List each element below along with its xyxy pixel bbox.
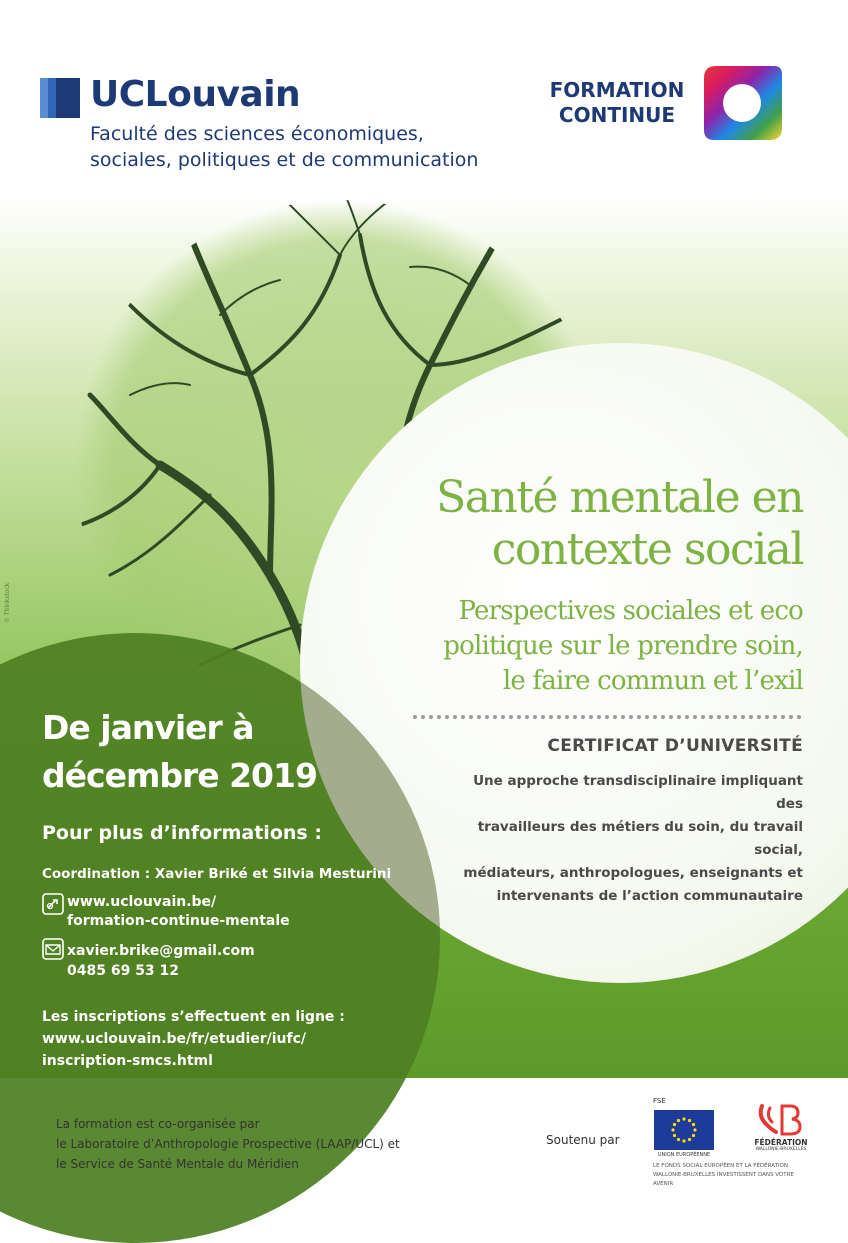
website-line-1[interactable]: www.uclouvain.be/: [67, 894, 217, 910]
subtitle-line-2: politique sur le prendre soin,: [443, 631, 803, 661]
photo-credit: [4, 505, 14, 625]
title-line-1: Santé mentale en: [436, 472, 803, 523]
coordination-text: Coordination : Xavier Briké et Silvia Mesturini: [42, 866, 392, 882]
registration-link-line-2[interactable]: inscription-smcs.html: [42, 1053, 213, 1069]
subtitle: [343, 594, 803, 699]
description-line-3: médiateurs, anthropologues, enseignants et: [463, 865, 803, 881]
supported-by-label: Soutenu par: [546, 1133, 620, 1147]
dates-line-1: De janvier à: [42, 708, 254, 747]
funding-statement: [653, 1162, 813, 1189]
formation-line-1: FORMATION: [549, 78, 685, 102]
eu-flag-icon: [654, 1110, 714, 1150]
website-link[interactable]: [67, 893, 290, 931]
registration-link-line-1[interactable]: www.uclouvain.be/fr/etudier/iufc/: [42, 1031, 307, 1047]
registration-line-1: Les inscriptions s’effectuent en ligne :: [42, 1009, 345, 1025]
eu-label: UNION EUROPÉENNE: [657, 1152, 711, 1158]
co-organizers-line-1: La formation est co-organisée par: [56, 1117, 260, 1131]
formation-continue-ring-logo: [702, 62, 784, 142]
email-link[interactable]: xavier.brike@gmail.com: [67, 943, 255, 959]
description-line-4: intervenants de l’action communautaire: [496, 888, 803, 904]
website-line-2[interactable]: formation-continue-mentale: [67, 913, 290, 929]
title-line-2: contexte social: [491, 524, 803, 575]
co-organizers-line-3: le Service de Santé Mentale du Méridien: [56, 1157, 299, 1171]
info-heading: Pour plus d’informations :: [42, 822, 322, 844]
fwb-title: FÉDÉRATION: [754, 1138, 808, 1147]
program-dates: [42, 704, 317, 800]
subtitle-line-3: le faire commun et l’exil: [502, 666, 803, 696]
faculty-line-1: Faculté des sciences économiques,: [90, 123, 424, 145]
fwb-subtitle: WALLONIE-BRUXELLES: [755, 1147, 807, 1152]
faculty-line-2: sociales, politiques et de communication: [90, 149, 479, 171]
certificat-heading: CERTIFICAT D’UNIVERSITÉ: [547, 736, 803, 756]
federation-wallonie-bruxelles-logo: [756, 1102, 804, 1136]
uclouvain-logo-text: UCLouvain: [90, 74, 301, 115]
description-line-1: Une approche transdisciplinaire impliquant des: [473, 773, 803, 812]
contact-details: [67, 941, 255, 981]
phone-number: 0485 69 53 12: [67, 963, 180, 979]
co-organizers-line-2: le Laboratoire d’Anthropologie Prospective (LAAP/UCL) et: [56, 1137, 400, 1151]
uclouvain-logo-mark: [40, 78, 80, 118]
faculty-name: [90, 121, 478, 173]
photo-credit-text: © Thinkstock: [4, 582, 11, 623]
formation-line-2: CONTINUE: [558, 103, 676, 127]
description-line-2: travailleurs des métiers du soin, du travail social,: [477, 819, 803, 858]
formation-continue-label: [540, 78, 694, 128]
web-link-icon: [42, 893, 64, 915]
co-organizers: [56, 1114, 400, 1174]
dates-line-2: décembre 2019: [42, 756, 317, 795]
funding-line-1: LE FONDS SOCIAL EUROPÉEN ET LA FÉDÉRATION: [653, 1163, 788, 1169]
registration-info: [42, 1006, 345, 1072]
mail-icon: [42, 938, 64, 960]
main-title: [323, 472, 803, 576]
subtitle-line-1: Perspectives sociales et eco: [458, 596, 803, 626]
fse-label: FSE: [653, 1097, 666, 1105]
funding-line-2: WALLONIE-BRUXELLES INVESTISSENT DANS VOTRE AVENIR: [653, 1172, 794, 1187]
program-description: [443, 770, 803, 908]
dotted-divider: [412, 714, 806, 720]
